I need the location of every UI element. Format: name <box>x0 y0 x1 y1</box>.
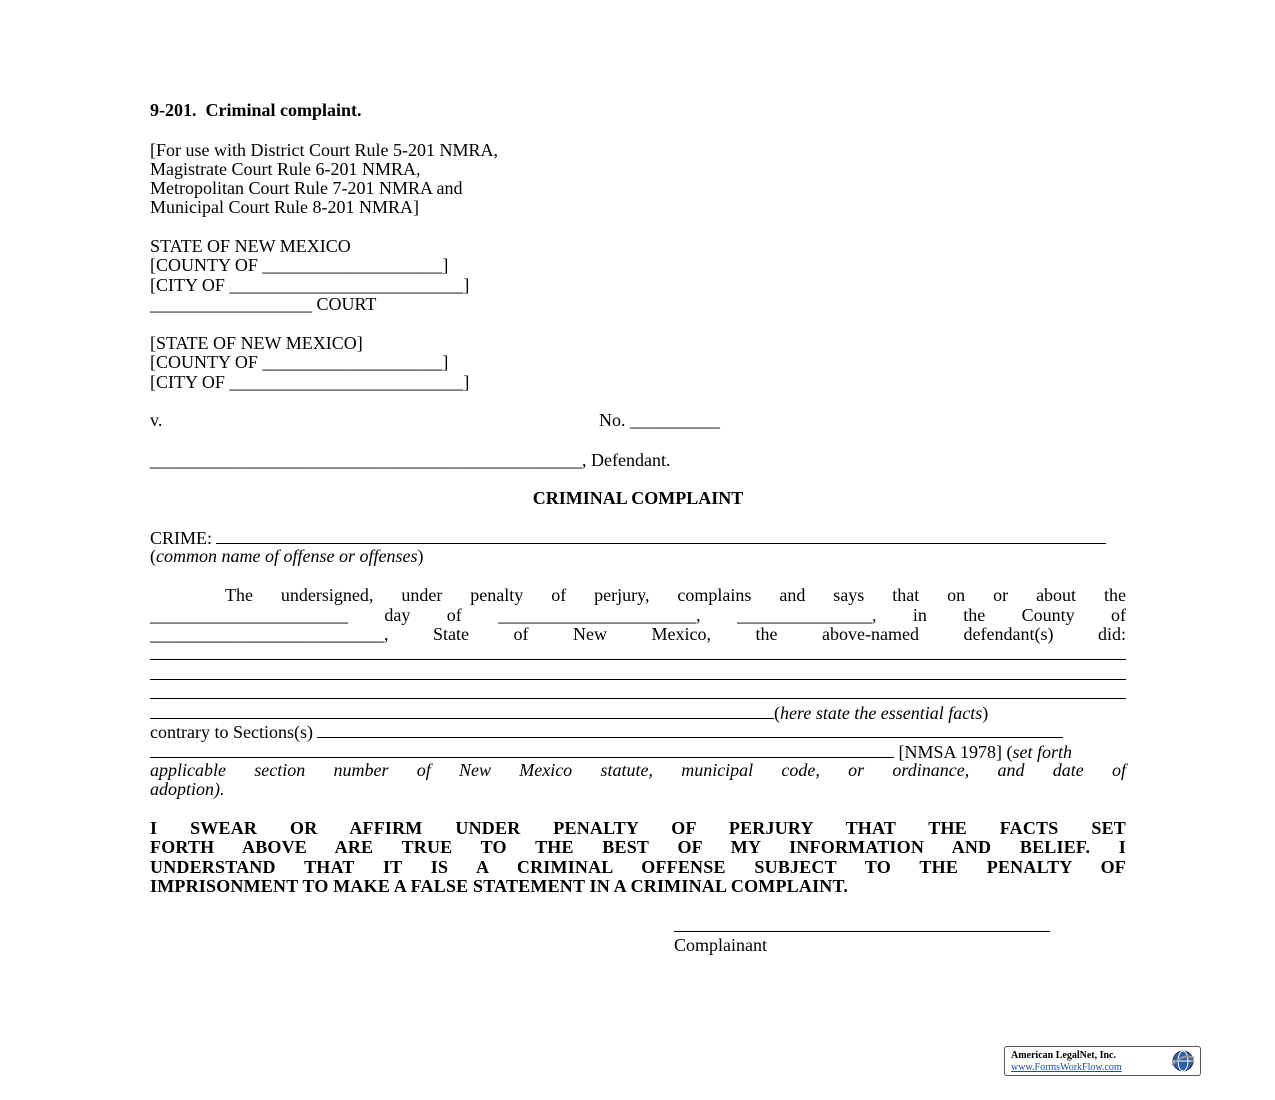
usage-line-1: [For use with District Court Rule 5-201 NMRA, <box>150 140 498 160</box>
crime-hint <box>150 546 423 566</box>
facts-suffix-close: ) <box>982 703 989 723</box>
publisher-logo <box>1004 1046 1201 1076</box>
oath-line-4: IMPRISONMENT TO MAKE A FALSE STATEMENT IN A CRIMINAL COMPLAINT. <box>150 876 849 896</box>
facts-suffix-open: ( <box>774 703 780 723</box>
facts-rule-3 <box>150 682 1126 699</box>
usage-line-2: Magistrate Court Rule 6-201 NMRA, <box>150 159 421 179</box>
usage-line-4: Municipal Court Rule 8-201 NMRA] <box>150 197 419 217</box>
plaintiff-line-3: [CITY OF __________________________] <box>150 372 470 392</box>
court-line-2: [COUNTY OF ____________________] <box>150 255 449 275</box>
form-title: CRIMINAL COMPLAINT <box>532 488 744 508</box>
facts-last-row <box>150 702 988 723</box>
contrary-label: contrary to Sections(s) <box>150 722 313 742</box>
nmsa-hint-line-3: adoption). <box>150 779 225 799</box>
facts-rule-4 <box>150 702 774 719</box>
signature-row <box>674 915 1050 936</box>
court-line-1: STATE OF NEW MEXICO <box>150 236 351 256</box>
globe-icon <box>1170 1049 1196 1073</box>
contrary-row <box>150 721 1063 742</box>
court-line-4: __________________ COURT <box>150 294 377 314</box>
nmsa-label: [NMSA 1978] ( <box>898 742 1013 762</box>
facts-suffix-text: here state the essential facts <box>780 703 983 723</box>
nmsa-hint-line-2: applicable section number of New Mexico statute, municipal code, or ordinance, and date of <box>150 760 1126 780</box>
nmsa-hint: set forth <box>1012 742 1073 762</box>
usage-line-3: Metropolitan Court Rule 7-201 NMRA and <box>150 178 463 198</box>
body-line-1: The undersigned, under penalty of perjury, complains and says that on or about the <box>225 585 1126 605</box>
crime-hint-close: ) <box>417 546 424 566</box>
contrary-rule <box>317 721 1063 738</box>
nmsa-row <box>150 741 1072 762</box>
crime-label: CRIME: <box>150 528 213 548</box>
signature-rule <box>674 915 1050 932</box>
rule-heading: 9-201. Criminal complaint. <box>150 100 362 120</box>
body-line-2: ______________________ day of ______________________, _______________, in the County of <box>150 605 1126 625</box>
facts-rule-1 <box>150 643 1126 660</box>
body-line-3: __________________________, State of New Mexico, the above-named defendant(s) did: <box>150 624 1126 644</box>
plaintiff-line-1: [STATE OF NEW MEXICO] <box>150 333 363 353</box>
logo-url[interactable]: www.FormsWorkFlow.com <box>1011 1062 1122 1073</box>
versus-label: v. <box>150 410 163 430</box>
crime-hint-text: common name of offense or offenses <box>156 546 418 566</box>
crime-row <box>150 527 1106 548</box>
court-line-3: [CITY OF __________________________] <box>150 275 470 295</box>
oath-line-1: I SWEAR OR AFFIRM UNDER PENALTY OF PERJURY THAT THE FACTS SET <box>150 818 1126 838</box>
facts-blank-1 <box>150 643 1126 664</box>
nmsa-rule <box>150 741 894 758</box>
facts-rule-2 <box>150 663 1126 680</box>
crime-hint-open: ( <box>150 546 156 566</box>
logo-company: American LegalNet, Inc. <box>1011 1050 1116 1061</box>
defendant-line: ________________________________________________, Defendant. <box>150 450 671 470</box>
crime-blank-line <box>216 527 1106 544</box>
case-number-field: No. __________ <box>599 410 720 430</box>
oath-line-2: FORTH ABOVE ARE TRUE TO THE BEST OF MY INFORMATION AND BELIEF. I <box>150 837 1126 857</box>
plaintiff-line-2: [COUNTY OF ____________________] <box>150 352 449 372</box>
oath-line-3: UNDERSTAND THAT IT IS A CRIMINAL OFFENSE SUBJECT TO THE PENALTY OF <box>150 857 1126 877</box>
facts-blank-2 <box>150 663 1126 684</box>
facts-blank-3 <box>150 682 1126 703</box>
signature-label: Complainant <box>674 935 767 955</box>
